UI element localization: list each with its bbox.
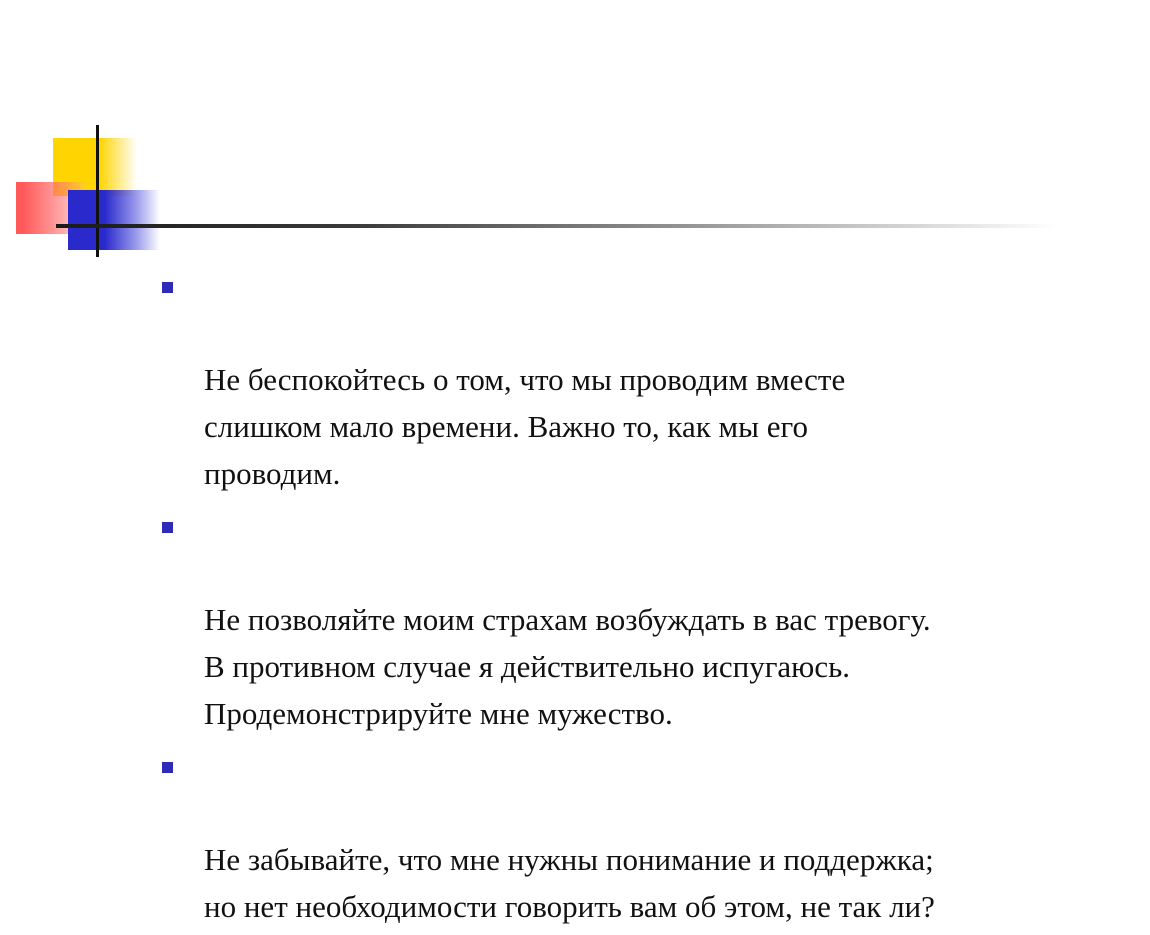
list-item <box>162 262 1122 497</box>
list-item <box>162 502 1122 737</box>
bullet-square-icon <box>162 522 173 533</box>
bullet-list <box>162 262 1122 935</box>
bullet-text: Не забывайте, что мне нужны понимание и поддержка; но нет необходимости говорить вам об этом, не так ли? <box>204 842 935 924</box>
bullet-square-icon <box>162 282 173 293</box>
bullet-text: Не позволяйте моим страхам возбуждать в вас тревогу. В противном случае я действительно испугаюсь. Продемонстрируйте мне мужество. <box>204 602 931 731</box>
decor-vertical-line <box>96 125 99 257</box>
bullet-text: Не беспокойтесь о том, что мы проводим вместе слишком мало времени. Важно то, как мы его проводим. <box>204 362 846 491</box>
decor-horizontal-rule <box>56 224 1056 228</box>
bullet-square-icon <box>162 762 173 773</box>
list-item <box>162 742 1122 930</box>
decor-blue-square <box>68 190 160 250</box>
